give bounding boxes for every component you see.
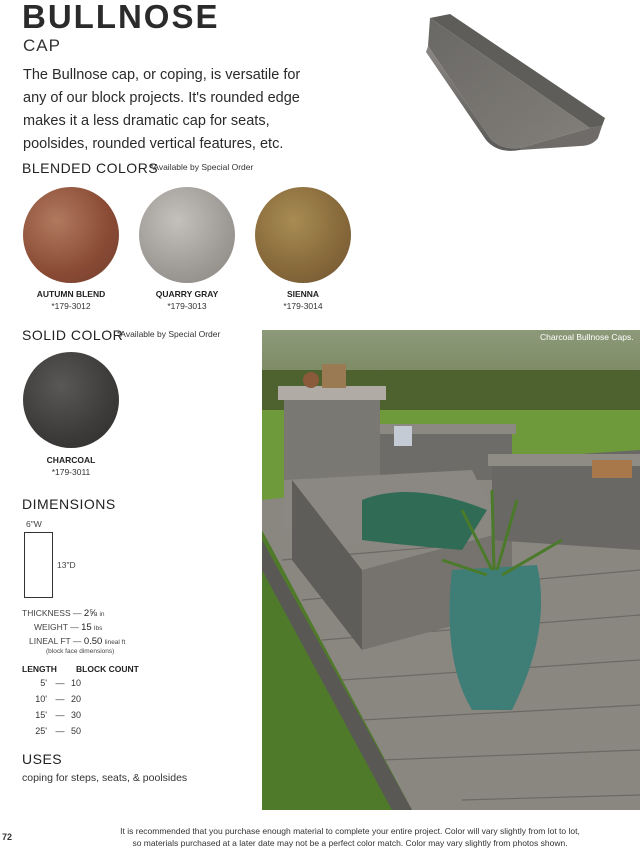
row-length: 5': [40, 678, 47, 688]
lineal-unit: lineal ft: [104, 639, 126, 646]
row-length: 25': [35, 726, 47, 736]
table-row: [35, 678, 81, 688]
table-row: [29, 694, 81, 704]
row-dash: —: [55, 726, 65, 736]
bullnose-cap-product-image: [420, 8, 610, 158]
lineal-row: [29, 636, 125, 647]
solid-color-heading: SOLID COLOR: [22, 327, 124, 343]
table-header-block-count: BLOCK COUNT: [76, 664, 139, 674]
swatch-code-autumn-blend: *179-3012: [51, 301, 91, 311]
dimension-width: 6"W: [26, 519, 42, 529]
weight-value: 15: [81, 622, 92, 633]
page-number: 72: [2, 832, 13, 842]
row-count: 50: [71, 726, 82, 736]
page-title: BULLNOSE: [22, 0, 220, 35]
patio-photo: [262, 330, 640, 810]
lineal-value: 0.50: [83, 636, 103, 647]
row-dash: —: [55, 678, 65, 688]
swatch-name-autumn-blend: AUTUMN BLEND: [36, 289, 106, 299]
blended-colors-heading: BLENDED COLORS: [22, 160, 159, 176]
row-count: 20: [71, 694, 82, 704]
row-length: 15': [35, 710, 47, 720]
weight-unit: lbs: [94, 625, 103, 632]
swatch-name-charcoal: CHARCOAL: [46, 455, 96, 465]
weight-row: [34, 622, 102, 633]
uses-heading: USES: [22, 751, 63, 767]
swatch-quarry-gray: [139, 187, 235, 283]
swatch-name-quarry-gray: QUARRY GRAY: [155, 289, 219, 299]
swatch-charcoal: [23, 352, 119, 448]
page-subtitle: CAP: [23, 36, 61, 55]
dimension-diagram: [24, 532, 53, 598]
table-row: [29, 726, 81, 736]
table-row: [29, 710, 81, 720]
row-count: 30: [71, 710, 82, 720]
thickness-unit: in: [99, 611, 105, 618]
solid-color-note: *Available by Special Order: [117, 329, 221, 339]
footer-disclaimer: [80, 825, 620, 849]
row-dash: —: [55, 694, 65, 704]
swatch-code-quarry-gray: *179-3013: [167, 301, 207, 311]
patio-scene-graphic: [262, 330, 640, 810]
thickness-value: 2⅝: [83, 608, 98, 619]
footer-line-1: It is recommended that you purchase enough material to complete your entire project. Color will vary slightly from lot to lot,: [120, 826, 580, 836]
swatch-autumn-blend: [23, 187, 119, 283]
thickness-label: THICKNESS —: [22, 608, 82, 618]
photo-caption: Charcoal Bullnose Caps.: [540, 332, 634, 342]
lineal-label: LINEAL FT —: [29, 636, 82, 646]
footer-line-2: so materials purchased at a later date may not be a perfect color match. Color may vary slightly from photos shown.: [132, 838, 568, 848]
table-header-length: LENGTH: [22, 664, 57, 674]
row-dash: —: [55, 710, 65, 720]
swatch-code-sienna: *179-3014: [283, 301, 323, 311]
swatch-sienna: [255, 187, 351, 283]
thickness-row: [22, 608, 105, 619]
uses-text: coping for steps, seats, & poolsides: [22, 772, 188, 784]
row-length: 10': [35, 694, 47, 704]
product-description: The Bullnose cap, or coping, is versatile for any of our block projects. It's rounded edge makes it a less dramatic cap for seats, poolsides, rounded vertical features, etc.: [23, 67, 301, 152]
lineal-note: (block face dimensions): [46, 648, 115, 655]
blended-colors-note: *Available by Special Order: [150, 162, 254, 172]
dimension-depth: 13"D: [57, 560, 76, 570]
row-count: 10: [71, 678, 82, 688]
dimensions-heading: DIMENSIONS: [22, 496, 116, 512]
weight-label: WEIGHT —: [34, 622, 79, 632]
swatch-name-sienna: SIENNA: [286, 289, 320, 299]
swatch-code-charcoal: *179-3011: [51, 467, 91, 477]
